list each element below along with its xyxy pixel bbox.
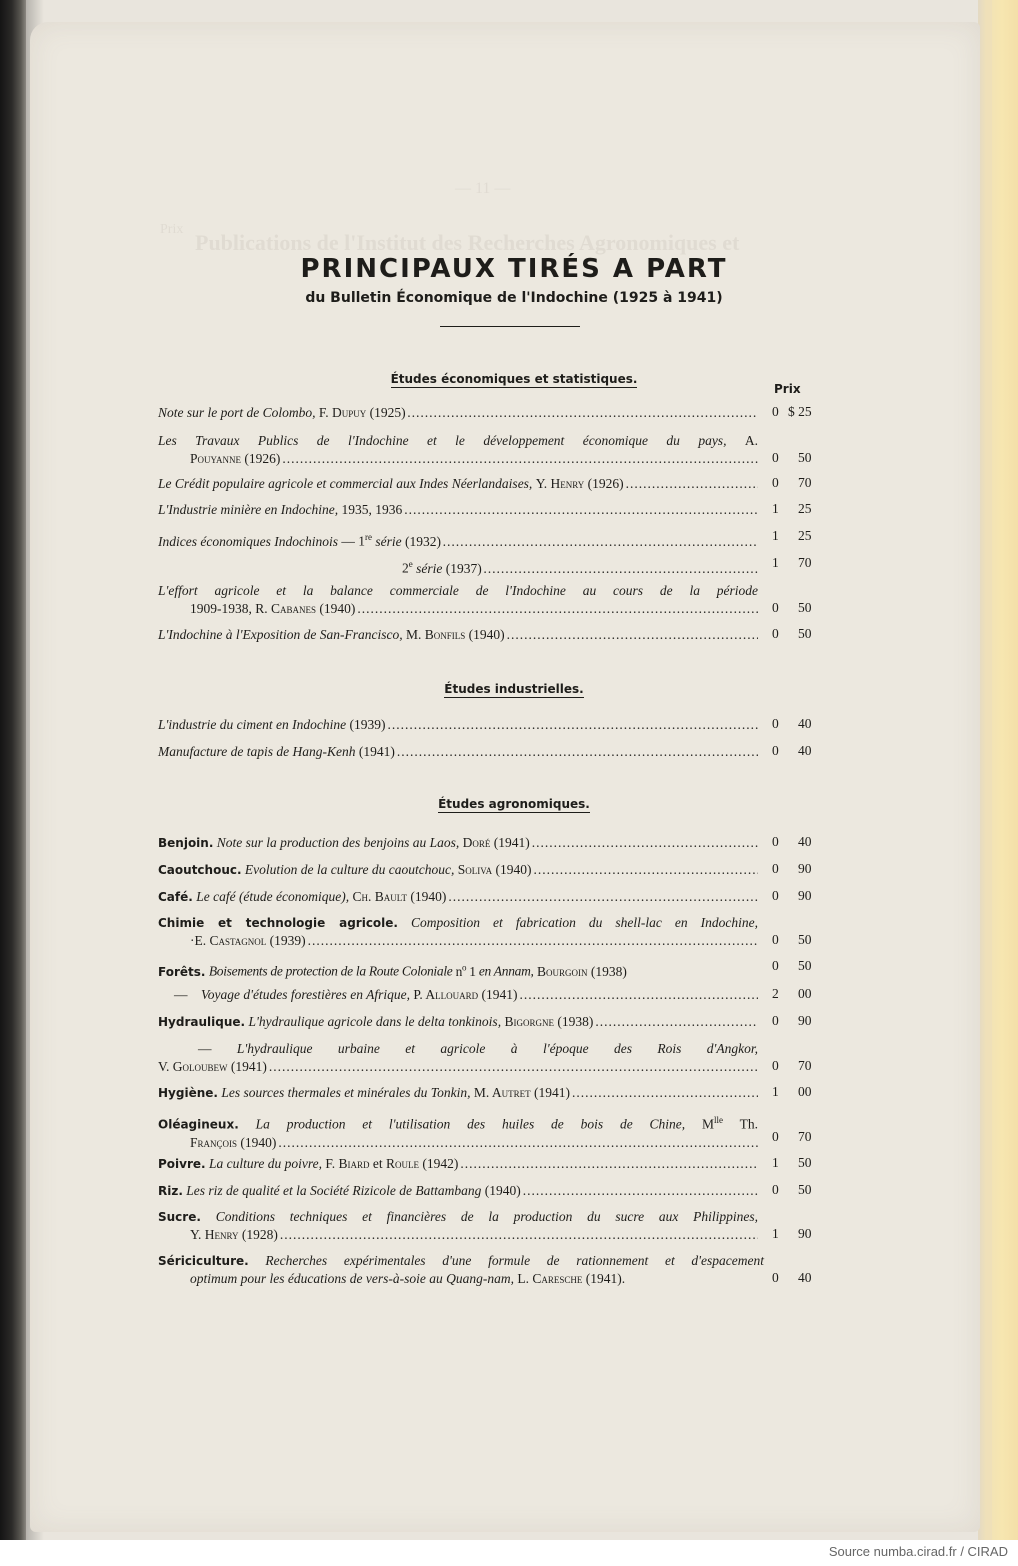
list-item: Manufacture de tapis de Hang-Kenh (1941) ..... — [158, 743, 758, 761]
price-value: 1 25 — [772, 501, 812, 516]
price-value: 0 70 — [772, 1058, 812, 1073]
list-item: 2e série (1937) ..... — [158, 555, 758, 578]
price-value: 0 90 — [772, 1013, 812, 1028]
price-value: 0 40 — [772, 1270, 812, 1285]
bleed-through-heading: Publications de l'Institut des Recherches Agronomiques et — [195, 230, 740, 255]
bleed-through-page-number: — 11 — — [455, 180, 511, 197]
price-value: 0 $ 25 — [772, 404, 812, 419]
title-divider — [440, 326, 580, 327]
price-value: 0 40 — [772, 716, 812, 731]
price-value: 0 50 — [772, 958, 812, 973]
list-item: L'Indochine à l'Exposition de San-Francisco, M. Bonfils (1940) ..... — [158, 626, 758, 644]
list-item: Sucre. Conditions techniques et financières de la production du sucre aux Philippines, Y. Henry (1928) ..... — [158, 1208, 758, 1244]
section-heading-text: Études agronomiques. — [438, 797, 590, 811]
price-value: 0 40 — [772, 834, 812, 849]
price-value: 1 25 — [772, 528, 812, 543]
list-item: Hydraulique. L'hydraulique agricole dans le delta tonkinois, Bigorgne (1938) ..... — [158, 1013, 758, 1031]
list-item: Les Travaux Publics de l'Indochine et le développement économique du pays, A. Pouyanne (1926) ..... — [158, 432, 758, 468]
price-column-header: Prix — [774, 382, 801, 396]
list-item: L'industrie du ciment en Indochine (1939) ..... — [158, 716, 758, 734]
list-item: — Voyage d'études forestières en Afrique, P. Allouard (1941) ..... — [158, 986, 758, 1004]
price-value: 1 90 — [772, 1226, 812, 1241]
price-value: 0 50 — [772, 626, 812, 641]
list-item: Poivre. La culture du poivre, F. Biard et Roule (1942) ..... — [158, 1155, 758, 1173]
list-item: Chimie et technologie agricole. Composition et fabrication du shell-lac en Indochine, ·E. Castagnol (1939) ..... — [158, 914, 758, 950]
price-value: 1 00 — [772, 1084, 812, 1099]
list-item: Sériciculture. Recherches expérimentales d'une formule de rationnement et d'espacement optimum pour les éducations de vers-à-soie au Quang-nam, L. Caresche (1941). — [158, 1253, 765, 1286]
list-item: L'effort agricole et la balance commerciale de l'Indochine au cours de la période 1909-1938, R. Cabanes (1940) ..... — [158, 582, 758, 618]
list-item: Hygiène. Les sources thermales et minérales du Tonkin, M. Autret (1941) ..... — [158, 1084, 758, 1102]
price-value: 2 00 — [772, 986, 812, 1001]
price-value: 1 70 — [772, 555, 812, 570]
list-item: Café. Le café (étude économique), Ch. Bault (1940) ..... — [158, 888, 758, 906]
list-item: Caoutchouc. Evolution de la culture du caoutchouc, Soliva (1940) ..... — [158, 861, 758, 879]
price-value: 0 50 — [772, 932, 812, 947]
list-item: Riz. Les riz de qualité et la Société Rizicole de Battambang (1940) ..... — [158, 1182, 758, 1200]
price-value: 0 40 — [772, 743, 812, 758]
section-heading-industrial — [0, 682, 1018, 696]
price-value: 0 70 — [772, 1129, 812, 1144]
price-value: 0 50 — [772, 600, 812, 615]
price-value: 0 90 — [772, 888, 812, 903]
source-caption: Source numba.cirad.fr / CIRAD — [828, 1544, 1008, 1559]
bleed-through-prix: Prix — [160, 222, 184, 237]
list-item: — L'hydraulique urbaine et agricole à l'époque des Rois d'Angkor, V. Goloubew (1941) ..... — [158, 1040, 758, 1076]
section-heading-text: Études industrielles. — [444, 682, 584, 696]
section-heading-text: Études économiques et statistiques. — [390, 372, 638, 386]
list-item: L'Industrie minière en Indochine, 1935, 1936 ..... — [158, 501, 758, 519]
page-subtitle: du Bulletin Économique de l'Indochine (1925 à 1941) — [305, 290, 723, 306]
page-edges — [978, 0, 1018, 1540]
price-value: 0 50 — [772, 450, 812, 465]
book-binding — [0, 0, 26, 1540]
list-item: Forêts. Boisements de protection de la Route Coloniale $n^o$ 1 en Annam, Bourgoin (1938) — [158, 962, 627, 979]
price-value: 0 50 — [772, 1182, 812, 1197]
list-item: Oléagineux. La production et l'utilisation des huiles de bois de Chine, $M^{lle}$ Th. François (1940) ..... — [158, 1111, 758, 1152]
page-title: PRINCIPAUX TIRÉS A PART — [300, 254, 728, 284]
price-value: 0 90 — [772, 861, 812, 876]
list-item: Le Crédit populaire agricole et commercial aux Indes Néerlandaises, Y. Henry (1926) ..... — [158, 475, 758, 493]
section-heading-economic — [0, 372, 1018, 386]
page-edge-strip — [986, 0, 992, 1540]
list-item: Benjoin. Note sur la production des benjoins au Laos, Doré (1941) ..... — [158, 834, 758, 852]
list-item: Note sur le port de Colombo, F. Dupuy (1925) ..... — [158, 404, 758, 422]
section-heading-agronomic — [0, 797, 1018, 811]
price-value: 0 70 — [772, 475, 812, 490]
price-value: 1 50 — [772, 1155, 812, 1170]
list-item: Indices économiques Indochinois — 1re série (1932) ..... — [158, 528, 758, 551]
